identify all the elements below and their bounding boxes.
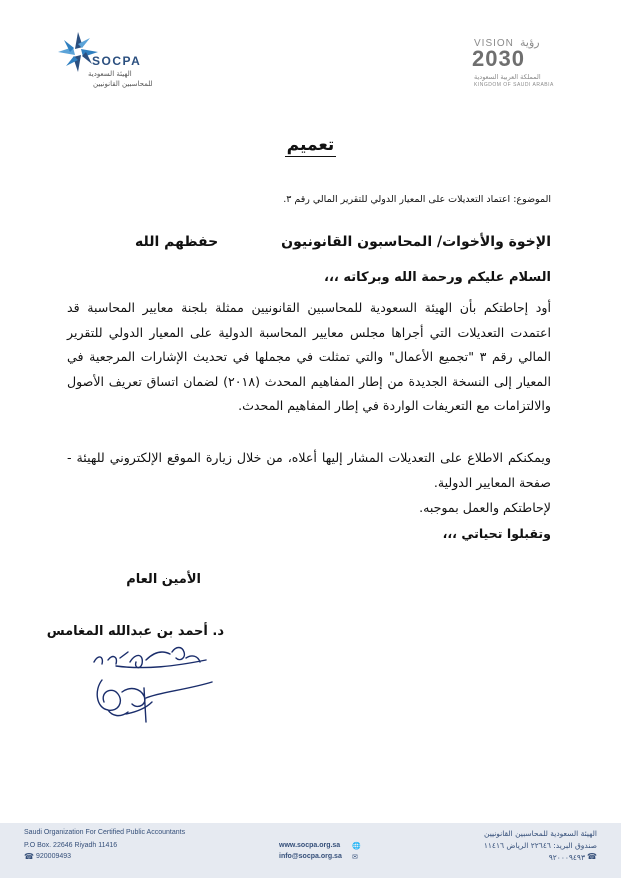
vision-year: 2030 [472,46,525,71]
addressee: الإخوة والأخوات/ المحاسبون القانونيون [281,234,551,250]
vision-label: VISION [474,38,514,49]
footer-org-en: Saudi Organization For Certified Public Accountants [24,829,186,836]
socpa-name: SOCPA [92,54,142,68]
greeting: السلام عليكم ورحمة الله وبركاته ،،، [324,270,551,285]
signatory-title: الأمين العام [126,572,201,587]
mail-icon: ✉ [352,853,358,861]
body-paragraph-2: ويمكنكم الاطلاع على التعديلات المشار إليها أعلاه، من خلال زيارة الموقع الإلكتروني للهيئة - صفحة المعايير الدولية. [67,450,551,490]
vision-kingdom-en: KINGDOM OF SAUDI ARABIA [474,82,554,88]
footer-org-ar: الهيئة السعودية للمحاسبين القانونيين [483,829,597,838]
body-paragraph-1: أود إحاطتكم بأن الهيئة السعودية للمحاسبين القانونيين ممثلة بلجنة معايير المحاسبة قد اعتمدت التعديلات التي أجراها مجلس معايير المحاسبة الدولية على المعيار الدولي للتقرير المالي رقم ٣ "تجميع الأعمال" والتي تمثلت في مجملها في تحديث الإشارات المرجعية في المعيار إلى النسخة الجديدة من إطار المفاهيم المحدث (٢٠١٨) لضمان اتساق تعريف الأصول والالتزامات مع التعريفات الواردة في إطار المفاهيم المحدث. [67,300,552,414]
globe-icon: 🌐 [352,842,361,850]
page-title-text: تعميم [286,135,335,155]
signatory-name: د. أحمد بن عبدالله المغامس [46,624,224,639]
footer-address-ar: صندوق البريد: ٢٢٦٤٦ الرياض ١١٤١٦ [483,841,597,850]
socpa-arabic-line1: الهيئة السعودية [88,70,132,78]
body-paragraph-3: لإحاطتكم والعمل بموجبه. [419,500,551,515]
footer-email-link[interactable]: info@socpa.org.sa [279,853,342,860]
footer-phone-en: 920009493 [36,853,72,860]
footer-website-link[interactable]: www.socpa.org.sa [279,842,341,849]
subject-line [71,194,551,205]
phone-ar-icon: ☎ [587,852,597,861]
handwritten-signature [86,640,236,728]
subject-text: اعتماد التعديلات على المعيار الدولي للتقرير المالي رقم ٣. [283,194,511,205]
addressee-blessing: حفظهم الله [135,234,219,250]
page-title [0,135,621,155]
phone-icon: ☎ [24,852,34,861]
footer-phone-ar: ٩٢٠٠٠٩٤٩٣ [548,853,585,862]
vision-kingdom-ar: المملكة العربية السعودية [474,73,541,81]
footer-address-en: P.O Box. 22646 Riyadh 11416 [24,842,118,849]
subject-label: الموضوع: [513,194,551,205]
vision-label-ar: رؤية [520,36,540,49]
socpa-arabic-line2: للمحاسبين القانونيين [93,80,153,88]
closing: وتقبلوا تحياتي ،،، [442,526,551,541]
